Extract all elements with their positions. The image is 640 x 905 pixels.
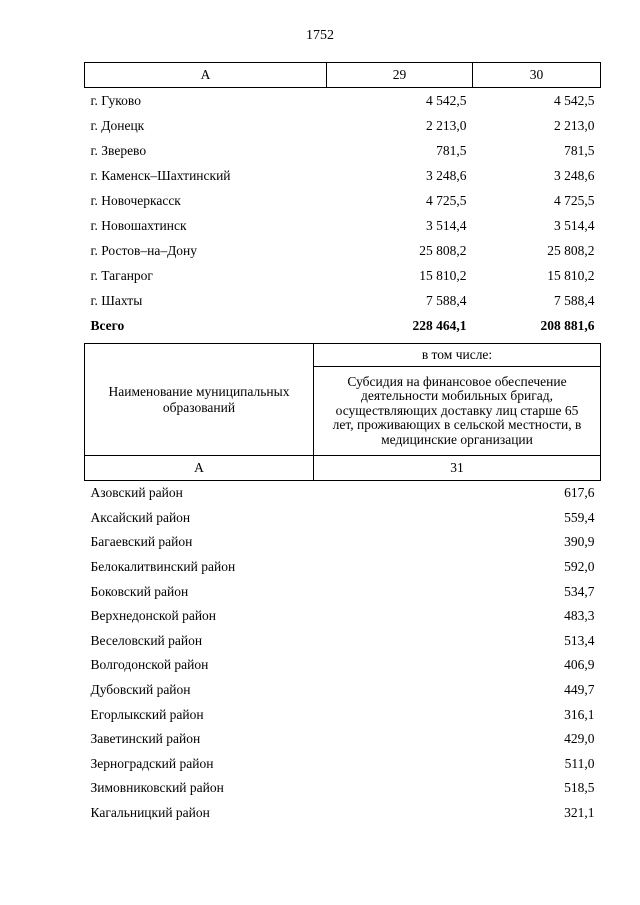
- subsidy-value: 511,0: [564, 755, 595, 771]
- city-name: г. Гуково: [90, 92, 141, 108]
- table-row: [85, 555, 601, 580]
- subsidy-value: 483,3: [564, 608, 595, 624]
- district-name: Волгодонской район: [90, 657, 209, 673]
- table-row: [85, 752, 601, 777]
- value-col-29: 25 808,2: [419, 242, 467, 258]
- table-row: [85, 88, 601, 114]
- table-header-row: [85, 63, 601, 88]
- value-col-29: 4 542,5: [426, 92, 467, 108]
- district-name: Аксайский район: [90, 509, 191, 525]
- name-header: Наименование муниципальных образований: [85, 344, 314, 456]
- header-col-29: 29: [327, 63, 473, 88]
- district-name: Зимовниковский район: [90, 780, 224, 796]
- value-col-29: 15 810,2: [419, 267, 467, 283]
- header-col-30: 30: [473, 63, 601, 88]
- city-name: г. Каменск–Шахтинский: [90, 167, 231, 183]
- value-col-29: 7 588,4: [426, 292, 467, 308]
- district-name: Азовский район: [90, 485, 183, 501]
- district-name: Белокалитвинский район: [90, 559, 236, 575]
- district-name: Егорлыкский район: [90, 706, 204, 722]
- table-row: [85, 629, 601, 654]
- subsidy-value: 390,9: [564, 534, 595, 550]
- table-row: [85, 604, 601, 629]
- total-row: [85, 313, 601, 338]
- table-row: [85, 727, 601, 752]
- district-name: Заветинский район: [90, 731, 201, 747]
- subsidy-value: 534,7: [564, 583, 595, 599]
- subsidy-header: Субсидия на финансовое обеспечение деятельности мобильных бригад, осуществляющих доставку лиц старше 65 лет, проживающих в сельской местности, в медицинские организации: [314, 367, 601, 456]
- value-col-30: 4 542,5: [554, 92, 595, 108]
- table-row: [85, 653, 601, 678]
- subsidy-value: 406,9: [564, 657, 595, 673]
- value-col-30: 15 810,2: [547, 267, 595, 283]
- value-col-30: 3 514,4: [554, 217, 595, 233]
- city-name: г. Новошахтинск: [90, 217, 187, 233]
- district-name: Багаевский район: [90, 534, 193, 550]
- table-row: [85, 213, 601, 238]
- value-col-29: 781,5: [436, 142, 467, 158]
- table-row: [85, 113, 601, 138]
- page-number: 1752: [306, 28, 334, 43]
- value-col-30: 2 213,0: [554, 117, 595, 133]
- table-row: [85, 506, 601, 531]
- city-name: г. Новочеркасск: [90, 192, 181, 208]
- value-col-30: 781,5: [564, 142, 595, 158]
- total-value-29: 228 464,1: [412, 317, 467, 333]
- table-row: [85, 163, 601, 188]
- district-name: Кагальницкий район: [90, 805, 210, 821]
- districts-subsidy-table: [84, 343, 601, 825]
- subsidy-value: 617,6: [564, 485, 595, 501]
- value-col-30: 25 808,2: [547, 242, 595, 258]
- value-col-30: 7 588,4: [554, 292, 595, 308]
- table-row: [85, 238, 601, 263]
- table-row: [85, 188, 601, 213]
- table-row: [85, 530, 601, 555]
- table-row: [85, 678, 601, 703]
- total-label: Всего: [90, 317, 125, 333]
- value-col-29: 3 248,6: [426, 167, 467, 183]
- district-name: Веселовский район: [90, 632, 203, 648]
- subsidy-value: 513,4: [564, 632, 595, 648]
- subsidy-value: 518,5: [564, 780, 595, 796]
- city-name: г. Таганрог: [90, 267, 153, 283]
- value-col-30: 4 725,5: [554, 192, 595, 208]
- column-code-row: [85, 456, 601, 481]
- city-name: г. Донецк: [90, 117, 145, 133]
- municipal-cities-table: [84, 62, 601, 338]
- table-row: [85, 481, 601, 506]
- subsidy-value: 592,0: [564, 559, 595, 575]
- table-row: [85, 776, 601, 801]
- table-row: [85, 801, 601, 826]
- subsidy-value: 429,0: [564, 731, 595, 747]
- subsidy-value: 316,1: [564, 706, 595, 722]
- district-name: Дубовский район: [90, 682, 191, 698]
- table-row: [85, 702, 601, 727]
- total-value-30: 208 881,6: [540, 317, 595, 333]
- district-name: Боковский район: [90, 583, 189, 599]
- city-name: г. Зверево: [90, 142, 147, 158]
- table-row: [85, 263, 601, 288]
- value-col-30: 3 248,6: [554, 167, 595, 183]
- header-col-a: А: [85, 63, 327, 88]
- city-name: г. Ростов–на–Дону: [90, 242, 198, 258]
- city-name: г. Шахты: [90, 292, 143, 308]
- code-col-a: А: [85, 456, 314, 481]
- table-header-row: [85, 344, 601, 367]
- table-row: [85, 138, 601, 163]
- subsidy-value: 449,7: [564, 682, 595, 698]
- subsidy-value: 321,1: [564, 805, 595, 821]
- district-name: Зерноградский район: [90, 755, 214, 771]
- code-col-31: 31: [314, 456, 601, 481]
- value-col-29: 2 213,0: [426, 117, 467, 133]
- subsidy-value: 559,4: [564, 509, 595, 525]
- table-row: [85, 288, 601, 313]
- district-name: Верхнедонской район: [90, 608, 217, 624]
- table-row: [85, 579, 601, 604]
- value-col-29: 3 514,4: [426, 217, 467, 233]
- value-col-29: 4 725,5: [426, 192, 467, 208]
- in-that-number-header: в том числе:: [314, 344, 601, 367]
